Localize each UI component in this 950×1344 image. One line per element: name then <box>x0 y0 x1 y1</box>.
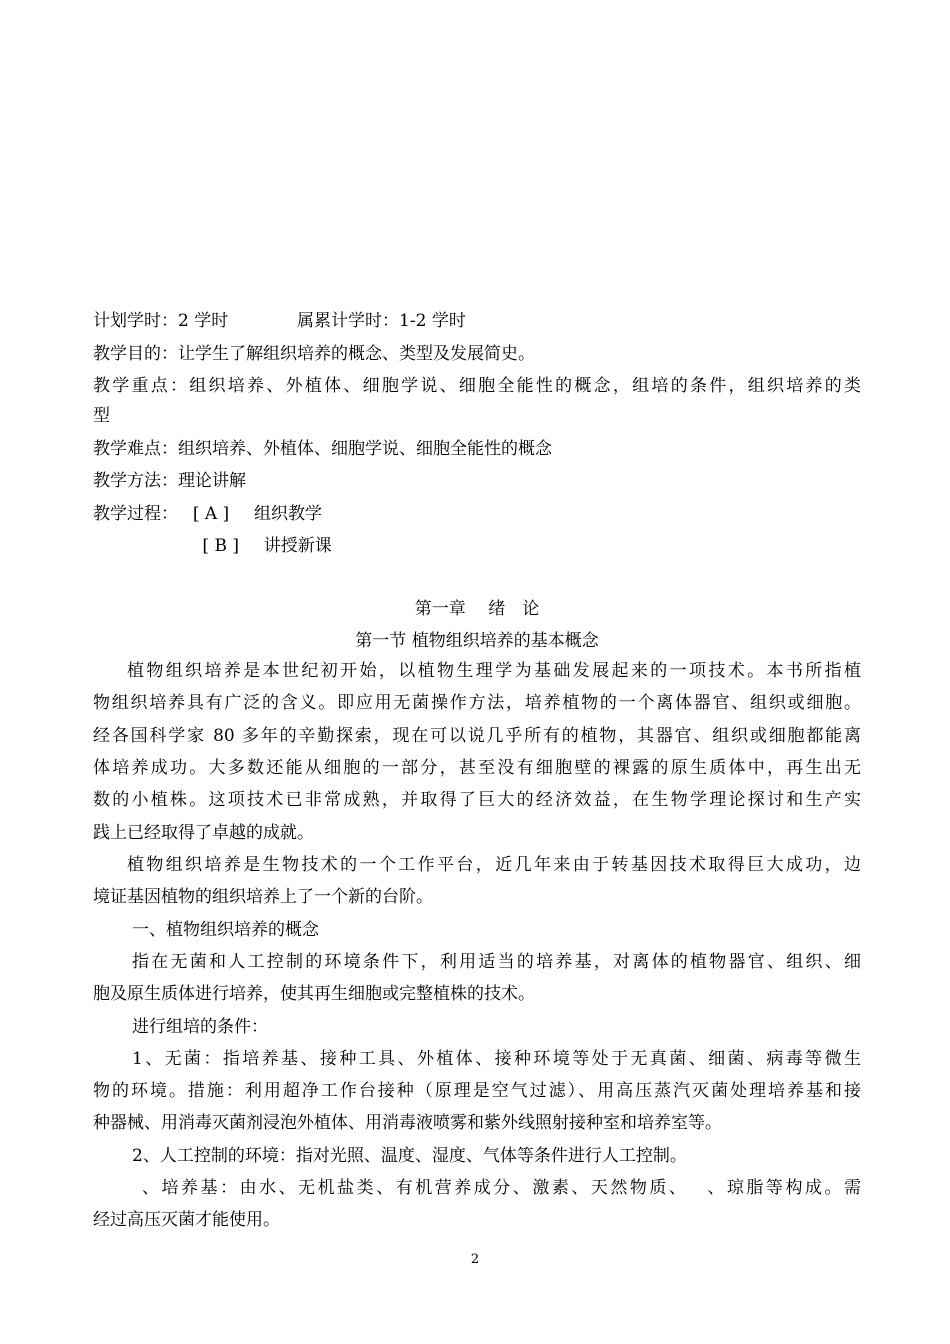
process-line-b <box>93 536 861 556</box>
para1-line: 经各国科学家 80 多年的辛勤探索，现在可以说几乎所有的植物，其器官、组织或细胞都能离 <box>93 726 861 746</box>
process-a-text: 组织教学 <box>253 504 322 524</box>
para1-line: 体培养成功。大多数还能从细胞的一部分，甚至没有细胞壁的裸露的原生质体中，再生出无 <box>93 758 861 778</box>
hours-line <box>93 311 861 331</box>
page-number: 2 <box>470 1252 480 1267</box>
para3-line: 指在无菌和人工控制的环境条件下，利用适当的培养基，对离体的植物器官、组织、细 <box>132 952 861 972</box>
condition1-line: 种器械、用消毒灭菌剂浸泡外植体、用消毒液喷雾和紫外线照射接种室和培养室等。 <box>93 1113 722 1133</box>
teaching-purpose: 教学目的：让学生了解组织培养的概念、类型及发展简史。 <box>93 344 535 364</box>
para1-line: 践上已经取得了卓越的成就。 <box>93 823 314 843</box>
condition1-line: 1、无菌：指培养基、接种工具、外植体、接种环境等处于无真菌、细菌、病毒等微生 <box>132 1049 861 1069</box>
para3-line: 胞及原生质体进行培养，使其再生细胞或完整植株的技术。 <box>93 984 535 1004</box>
process-a-mark: [ A ] <box>192 504 230 524</box>
process-b-mark: [ B ] <box>202 536 239 556</box>
condition3-line: 经过高压灭菌才能使用。 <box>93 1210 280 1230</box>
para1-line: 植物组织培养是本世纪初开始，以植物生理学为基础发展起来的一项技术。本书所指植 <box>127 661 861 681</box>
cumulative-hours: 属累计学时：1-2 学时 <box>297 311 466 331</box>
process-line-a <box>93 504 861 524</box>
teaching-method: 教学方法：理论讲解 <box>93 471 246 491</box>
key-points-line2: 型 <box>93 406 110 426</box>
para2-line: 境证基因植物的组织培养上了一个新的台阶。 <box>93 887 433 907</box>
process-b-text: 讲授新课 <box>263 536 332 556</box>
condition3-line: 、培养基：由水、无机盐类、有机营养成分、激素、天然物质、 、琼脂等构成。需 <box>142 1178 861 1198</box>
concept-heading: 一、植物组织培养的概念 <box>132 920 319 940</box>
para1-line: 数的小植株。这项技术已非常成熟，并取得了巨大的经济效益，在生物学理论探讨和生产实 <box>93 790 861 810</box>
condition2-line: 2、人工控制的环境：指对光照、温度、湿度、气体等条件进行人工控制。 <box>132 1146 687 1166</box>
teaching-difficulties: 教学难点：组织培养、外植体、细胞学说、细胞全能性的概念 <box>93 439 552 459</box>
condition1-line: 物的环境。措施：利用超净工作台接种（原理是空气过滤）、用高压蒸汽灭菌处理培养基和接 <box>93 1081 861 1101</box>
para2-line: 植物组织培养是生物技术的一个工作平台，近几年来由于转基因技术取得巨大成功，边 <box>127 855 861 875</box>
planned-hours: 计划学时：2 学时 <box>93 311 229 331</box>
key-points-line1: 教学重点：组织培养、外植体、细胞学说、细胞全能性的概念，组培的条件，组织培养的类 <box>93 376 861 396</box>
conditions-label: 进行组培的条件： <box>132 1017 268 1037</box>
para1-line: 物组织培养具有广泛的含义。即应用无菌操作方法，培养植物的一个离体器官、组织或细胞。 <box>93 693 861 713</box>
section-title: 第一节 植物组织培养的基本概念 <box>355 631 599 651</box>
chapter-title: 第一章 绪 论 <box>414 599 540 619</box>
process-label: 教学过程： <box>93 504 178 524</box>
